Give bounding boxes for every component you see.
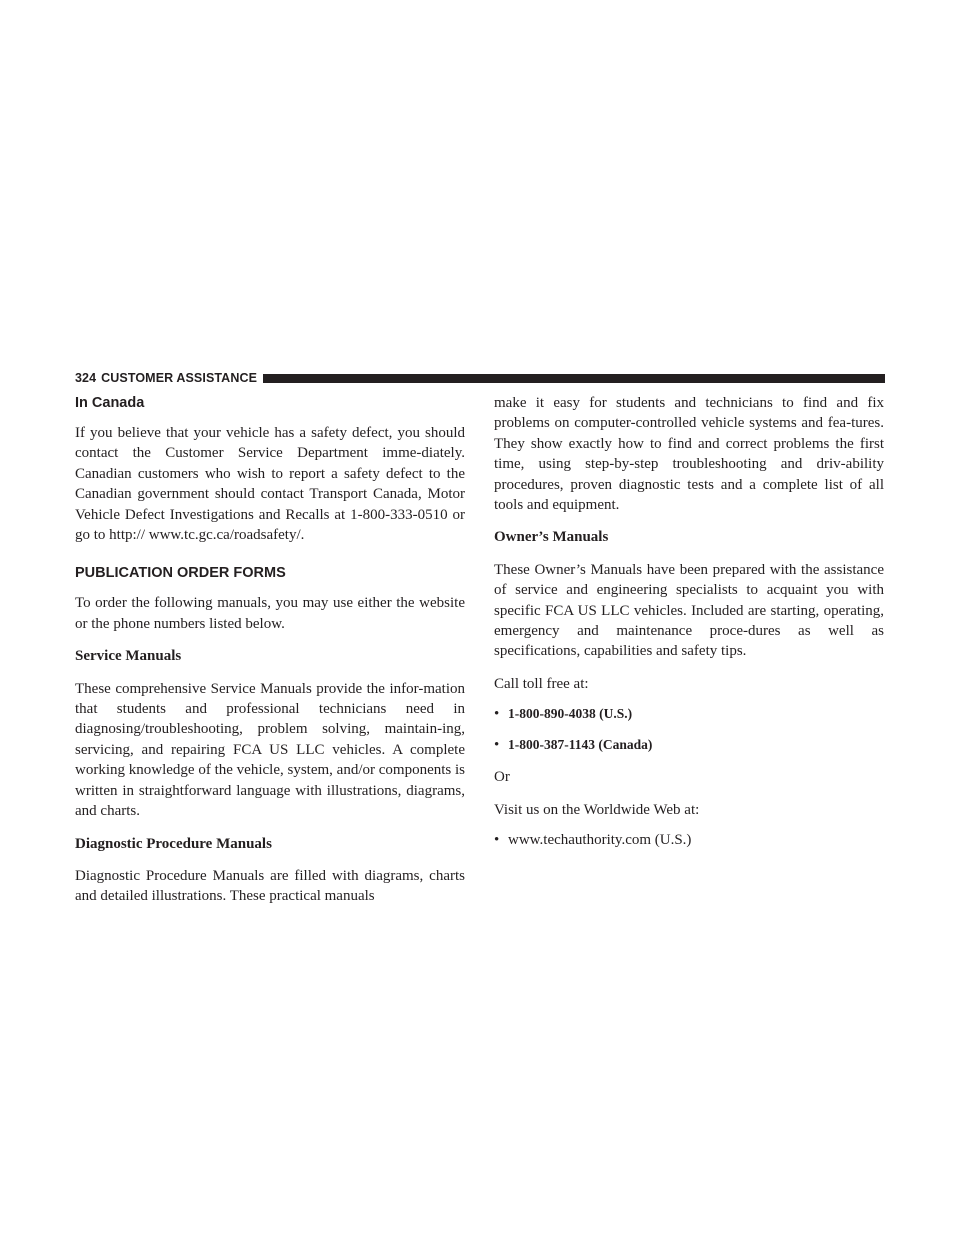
canada-heading: In Canada xyxy=(75,395,145,411)
list-item xyxy=(494,735,884,755)
right-column xyxy=(494,393,884,850)
running-header xyxy=(75,370,885,386)
publication-paragraph: To order the following manuals, you may use either the website or the phone numbers listed below. xyxy=(75,595,465,632)
owners-manuals-paragraph: These Owner’s Manuals have been prepared with the assistance of service and engineering specialists to acquaint you with specific FCA US LLC vehicles. Included are starting, operating, emergency and maintenance proce-dures as well as specifications, capabilities and safety tips. xyxy=(494,561,884,660)
list-item xyxy=(494,704,884,724)
call-toll-free: Call toll free at: xyxy=(494,675,589,692)
diagnostic-manuals-heading: Diagnostic Procedure Manuals xyxy=(75,835,272,852)
owners-manuals-heading: Owner’s Manuals xyxy=(494,529,609,546)
publication-heading: PUBLICATION ORDER FORMS xyxy=(75,565,286,582)
section-title: CUSTOMER ASSISTANCE xyxy=(101,371,258,385)
bullet-icon: • xyxy=(494,736,500,753)
list-item xyxy=(494,830,884,850)
canada-paragraph: If you believe that your vehicle has a safety defect, you should contact the Customer Service Department imme-diately. Canadian customers who wish to report a safety defect to the Canadian government should contact Transport Canada, Motor Vehicle Defect Investigations and Recalls at 1-800-333-0510 or go to http:// www.tc.gc.ca/roadsafety/. xyxy=(75,425,465,544)
diagnostic-manuals-paragraph: Diagnostic Procedure Manuals are filled with diagrams, charts and detailed illustrations. These practical manuals xyxy=(75,867,465,905)
diagnostic-manuals-continued: make it easy for students and technicians to find and fix problems on computer-controlled vehicle systems and fea-tures. They show exactly how to find and correct problems the first time, using step-by-step troubleshooting and driv-ability procedures, proven diagnostic tests and a complete list of all tools and equipment. xyxy=(494,395,884,514)
phone-canada: 1-800-387-1143 (Canada) xyxy=(508,736,653,752)
or-text: Or xyxy=(494,769,510,786)
header-rule xyxy=(263,374,885,383)
left-column xyxy=(75,393,465,907)
service-manuals-heading: Service Manuals xyxy=(75,648,182,665)
bullet-icon: • xyxy=(494,831,500,848)
phone-us: 1-800-890-4038 (U.S.) xyxy=(508,706,633,722)
page-number: 324 xyxy=(75,371,97,385)
bullet-icon: • xyxy=(494,706,500,723)
web-address-us: www.techauthority.com (U.S.) xyxy=(508,831,692,848)
service-manuals-paragraph: These comprehensive Service Manuals provide the infor-mation that students and professional technicians need in diagnosing/troubleshooting, problem solving, maintain-ing, servicing, and repairing FCA US LLC vehicles. A complete working knowledge of the vehicle, system, and/or components is written in straightforward language with illustrations, diagrams, and charts. xyxy=(75,680,465,820)
visit-web: Visit us on the Worldwide Web at: xyxy=(494,801,700,818)
